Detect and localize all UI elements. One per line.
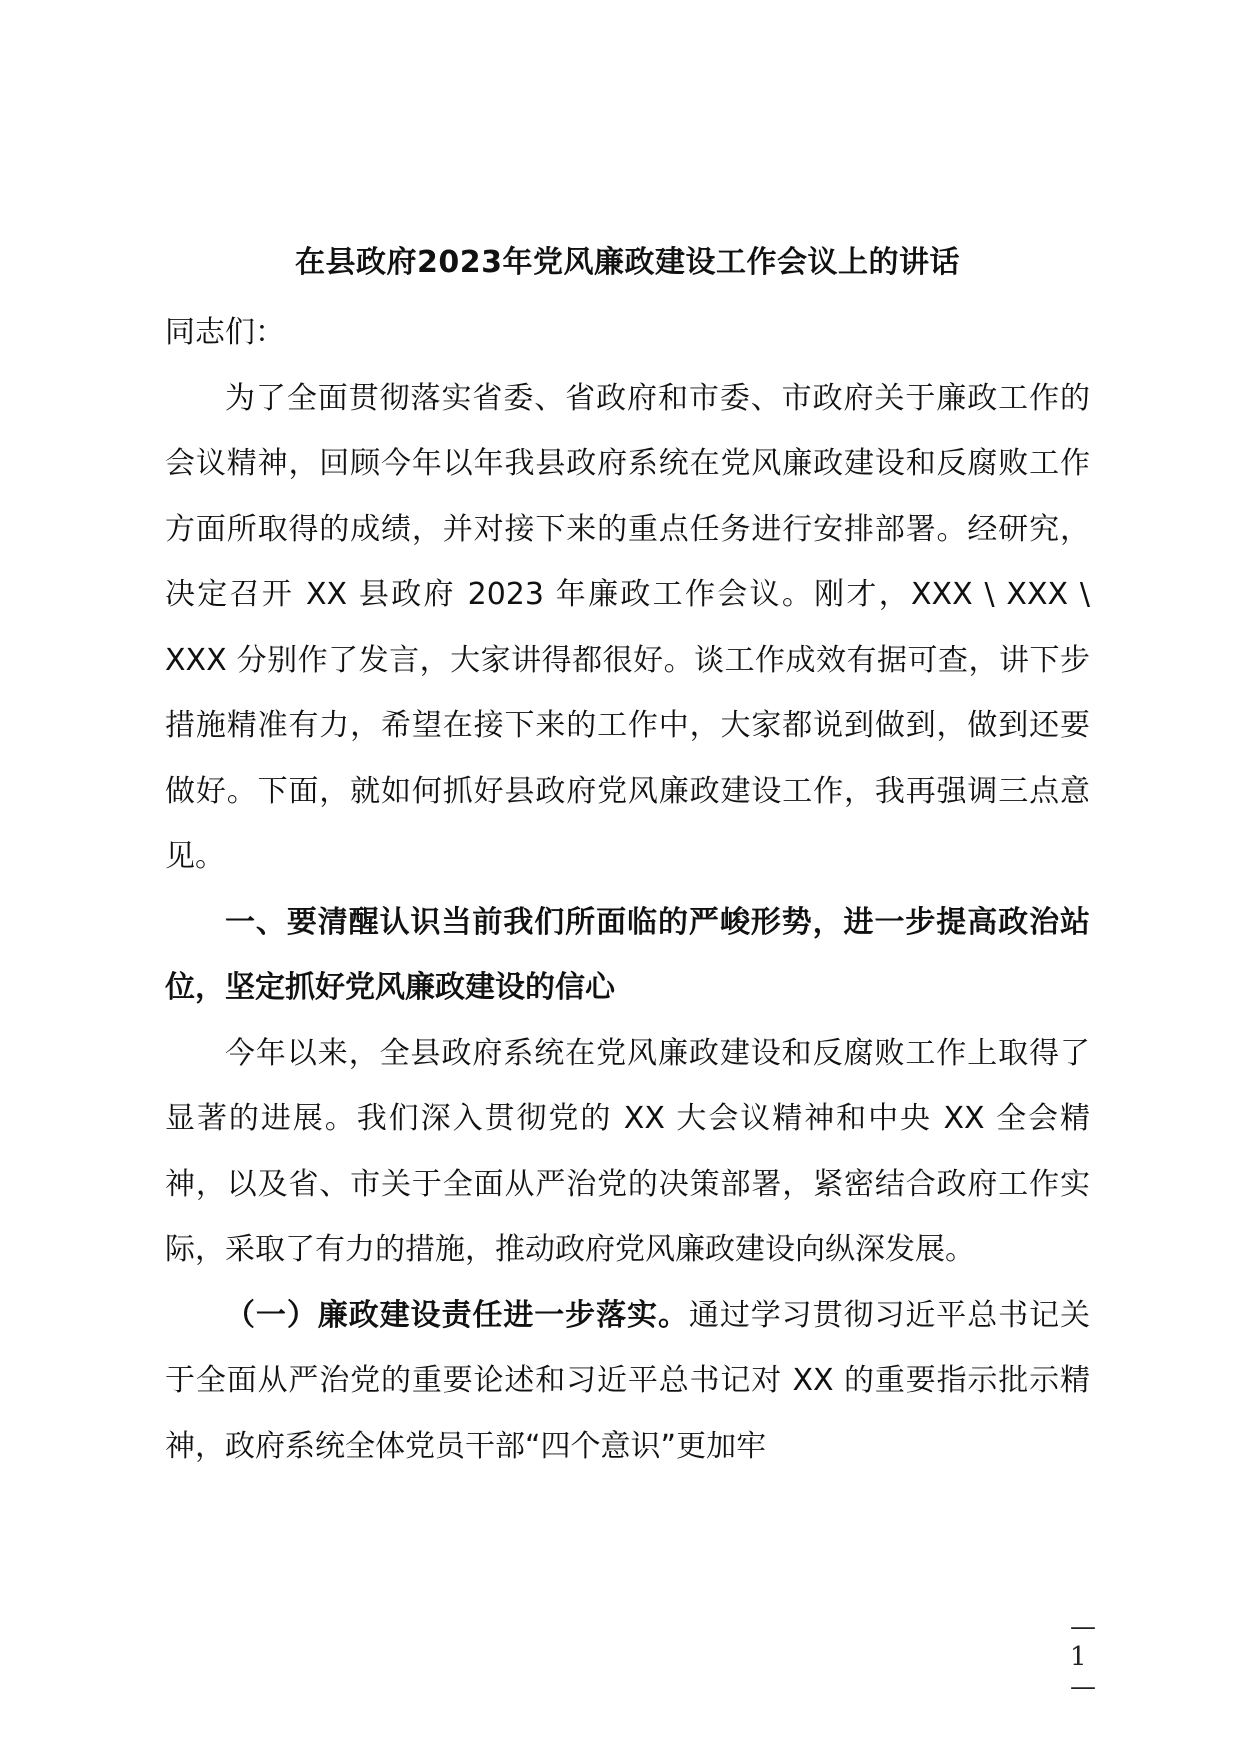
subsection-lead: （一）廉政建设责任进一步落实。 (225, 1297, 689, 1333)
document-body (165, 300, 1090, 1479)
paragraph-2: 今年以来，全县政府系统在党风廉政建设和反腐败工作上取得了显著的进展。我们深入贯彻党的 XX 大会议精神和中央 XX 全会精神，以及省、市关于全面从严治党的决策部署，紧密结合政府工作实际，采取了有力的措施，推动政府党风廉政建设向纵深发展。 (165, 1035, 1090, 1267)
section-heading-1: 一、要清醒认识当前我们所面临的严峻形势，进一步提高政治站位，坚定抓好党风廉政建设的信心 (165, 904, 1090, 1005)
paragraph-3 (165, 1283, 1090, 1480)
document-title: 在县政府2023年党风廉政建设工作会议上的讲话 (295, 245, 960, 280)
page-number: — 1 — (1070, 1612, 1104, 1702)
intro-paragraph: 为了全面贯彻落实省委、省政府和市委、市政府关于廉政工作的会议精神，回顾今年以年我县政府系统在党风廉政建设和反腐败工作方面所取得的成绩，并对接下来的重点任务进行安排部署。经研究，决定召开 XX 县政府 2023 年廉政工作会议。刚才，XXX \ XXX \ XXX 分别作了发言，大家讲得都很好。谈工作成效有据可查，讲下步措施精准有力，希望在接下来的工作中，大家都说到做到，做到还要做好。下面，就如何抓好县政府党风廉政建设工作，我再强调三点意见。 (165, 380, 1090, 874)
document-page (165, 0, 1104, 1754)
paragraph-3-body: 通过学习贯彻习近平总书记关于全面从严治党的重要论述和习近平总书记对 XX 的重要指示批示精神，政府系统全体党员干部“四个意识”更加牢 (165, 1297, 1091, 1464)
salutation: 同志们： (165, 315, 285, 350)
